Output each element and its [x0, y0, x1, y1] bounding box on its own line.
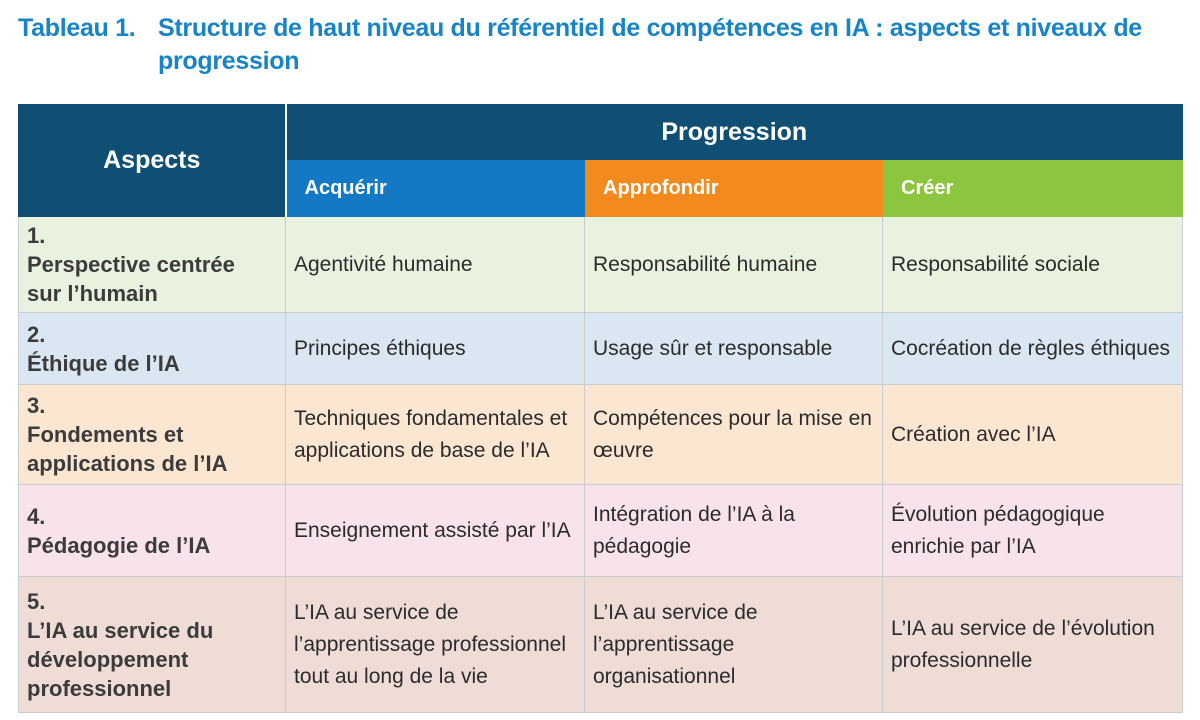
table-row [19, 217, 1183, 313]
cell-acquerir: Agentivité humaine [286, 217, 585, 313]
aspect-label: Éthique de l’IA [27, 350, 180, 376]
aspect-label: L’IA au service du développement professionnel [27, 617, 214, 701]
cell-creer: Création avec l’IA [883, 385, 1183, 485]
aspect-number: 5. [27, 588, 46, 614]
table-row [19, 485, 1183, 577]
aspect-cell [19, 385, 286, 485]
aspect-cell [19, 485, 286, 577]
aspect-label: Fondements et applications de l’IA [27, 422, 228, 476]
aspect-number: 3. [27, 393, 46, 418]
header-progression: Progression [286, 105, 1183, 161]
cell-approfondir: Compétences pour la mise en œuvre [585, 385, 883, 485]
cell-approfondir: Responsabilité humaine [585, 217, 883, 313]
cell-acquerir: Principes éthiques [286, 313, 585, 385]
aspect-cell [19, 577, 286, 713]
table-row [19, 313, 1183, 385]
table-row [19, 385, 1183, 485]
aspect-number: 1. [27, 223, 46, 248]
table-caption-text: Structure de haut niveau du référentiel de compétences en IA : aspects et niveaux de progression [158, 14, 1142, 75]
table-caption-number: Tableau 1. [18, 14, 136, 42]
cell-acquerir: L’IA au service de l’apprentissage professionnel tout au long de la vie [286, 577, 585, 713]
aspect-cell [19, 217, 286, 313]
cell-approfondir: Intégration de l’IA à la pédagogie [585, 485, 883, 577]
aspect-cell [19, 313, 286, 385]
table-caption [18, 12, 1188, 78]
cell-creer: Responsabilité sociale [883, 217, 1183, 313]
aspect-number: 2. [27, 321, 46, 347]
cell-approfondir: Usage sûr et responsable [585, 313, 883, 385]
cell-creer: Évolution pédagogique enrichie par l’IA [883, 485, 1183, 577]
header-level-approfondir: Approfondir [585, 161, 883, 217]
cell-creer: L’IA au service de l’évolution professionnelle [883, 577, 1183, 713]
cell-acquerir: Techniques fondamentales et applications de base de l’IA [286, 385, 585, 485]
cell-creer: Cocréation de règles éthiques [883, 313, 1183, 385]
cell-approfondir: L’IA au service de l’apprentissage organisationnel [585, 577, 883, 713]
aspect-number: 4. [27, 503, 46, 529]
aspect-label: Perspective centrée sur l’humain [27, 252, 235, 306]
header-level-creer: Créer [883, 161, 1183, 217]
header-aspects: Aspects [19, 105, 286, 217]
competency-framework-table [18, 104, 1183, 713]
table-row [19, 577, 1183, 713]
aspect-label: Pédagogie de l’IA [27, 532, 211, 558]
header-level-acquerir: Acquérir [286, 161, 585, 217]
cell-acquerir: Enseignement assisté par l’IA [286, 485, 585, 577]
